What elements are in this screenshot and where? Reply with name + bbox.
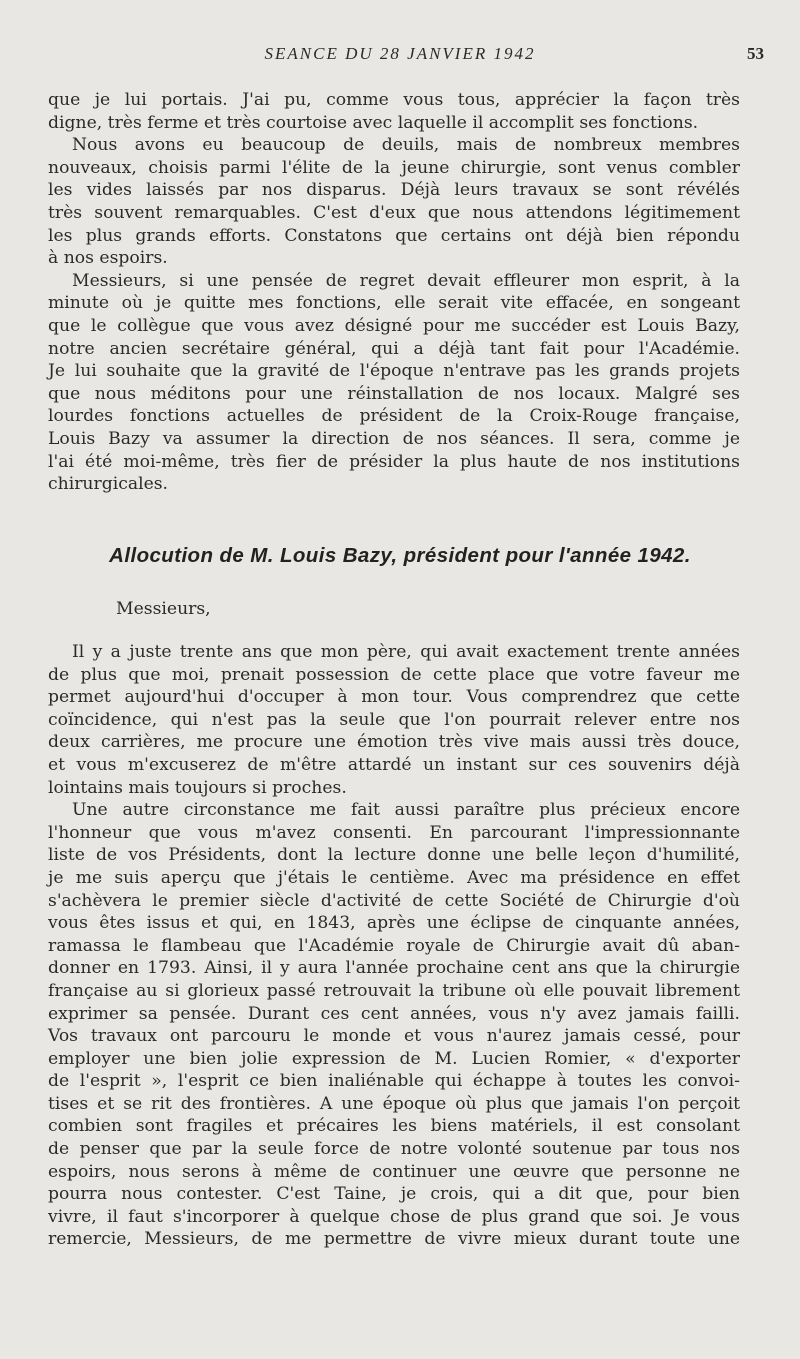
text-line: les plus grands efforts. Constatons que certains ont déjà bien répondu — [48, 225, 740, 246]
text-line: vivre, il faut s'incorporer à quelque chose de plus grand que soi. Je vous — [48, 1206, 740, 1227]
text-line: liste de vos Présidents, dont la lecture donne une belle leçon d'humilité, — [48, 845, 740, 866]
text-line: de plus que moi, prenait possession de cette place que votre faveur me — [48, 664, 740, 685]
text-line: nouveaux, choisis parmi l'élite de la jeune chirurgie, sont venus combler — [48, 157, 740, 178]
text-line: remercie, Messieurs, de me permettre de vivre mieux durant toute une — [48, 1229, 740, 1250]
text-line: vous êtes issus et qui, en 1843, après une éclipse de cinquante années, — [48, 913, 740, 934]
text-line: lourdes fonctions actuelles de président de la Croix-Rouge française, — [48, 406, 740, 427]
text-line: Il y a juste trente ans que mon père, qui avait exactement trente années — [72, 642, 740, 662]
text-line: donner en 1793. Ainsi, il y aura l'année prochaine cent ans que la chirurgie — [48, 958, 740, 979]
text-line: ramassa le flambeau que l'Académie royale de Chirurgie avait dû aban- — [48, 935, 740, 956]
text-line: minute où je quitte mes fonctions, elle serait vite effacée, en songeant — [48, 293, 740, 314]
text-line: française au si glorieux passé retrouvait la tribune où elle pouvait librement — [48, 980, 740, 1001]
text-line: de l'esprit », l'esprit ce bien inaliénable qui échappe à toutes les convoi- — [48, 1071, 740, 1092]
text-line: notre ancien secrétaire général, qui a déjà tant fait pour l'Académie. — [48, 338, 740, 359]
text-line: que le collègue que vous avez désigné pour me succéder est Louis Bazy, — [48, 315, 740, 336]
text-line: que nous méditons pour une réinstallation de nos locaux. Malgré ses — [48, 383, 740, 404]
text-line: digne, très ferme et très courtoise avec laquelle il accomplit ses fonctions. — [48, 112, 699, 133]
text-line: les vides laissés par nos disparus. Déjà leurs travaux se sont révélés — [48, 180, 740, 201]
text-line: deux carrières, me procure une émotion très vive mais aussi très douce, — [48, 732, 740, 753]
text-line: Louis Bazy va assumer la direction de nos séances. Il sera, comme je — [48, 428, 740, 449]
running-header — [0, 44, 800, 68]
text-line: je me suis aperçu que j'étais le centième. Avec ma présidence en effet — [48, 867, 740, 888]
text-line: Vos travaux ont parcouru le monde et vous n'aurez jamais cessé, pour — [48, 1026, 740, 1047]
text-line: très souvent remarquables. C'est d'eux que nous attendons légitimement — [48, 202, 740, 223]
text-line: Je lui souhaite que la gravité de l'époque n'entrave pas les grands projets — [48, 361, 740, 382]
text-line: tises et se rit des frontières. A une époque où plus que jamais l'on perçoit — [48, 1093, 740, 1114]
text-line: l'ai été moi-même, très fier de présider la plus haute de nos institutions — [48, 451, 740, 472]
text-line: pourra nous contester. C'est Taine, je crois, qui a dit que, pour bien — [48, 1184, 740, 1205]
text-line: lointains mais toujours si proches. — [48, 777, 347, 798]
text-line: l'honneur que vous m'avez consenti. En parcourant l'impressionnante — [48, 822, 740, 843]
text-line: exprimer sa pensée. Durant ces cent années, vous n'y avez jamais failli. — [48, 1003, 740, 1024]
text-line: chirurgicales. — [48, 474, 169, 495]
text-line: employer une bien jolie expression de M. Lucien Romier, « d'exporter — [48, 1048, 740, 1069]
text-line: permet aujourd'hui d'occuper à mon tour. Vous comprendrez que cette — [48, 687, 740, 708]
closing-remarks-text — [48, 89, 740, 496]
section-heading: Allocution de M. Louis Bazy, président pour l'année 1942. — [109, 544, 691, 567]
text-line: combien sont fragiles et précaires les biens matériels, il est consolant — [48, 1116, 740, 1137]
text-line: et vous m'excuserez de m'être attardé un instant sur ces souvenirs déjà — [48, 754, 740, 775]
text-line: Messieurs, si une pensée de regret devait effleurer mon esprit, à la — [72, 270, 740, 291]
running-header-title: SEANCE DU 28 JANVIER 1942 — [264, 44, 536, 63]
text-line: que je lui portais. J'ai pu, comme vous tous, apprécier la façon très — [48, 90, 740, 110]
text-line: s'achèvera le premier siècle d'activité de cette Société de Chirurgie d'où — [48, 890, 740, 911]
text-line: espoirs, nous serons à même de continuer une œuvre que personne ne — [48, 1161, 740, 1182]
text-line: à nos espoirs. — [48, 248, 168, 269]
text-line: de penser que par la seule force de notre volonté soutenue par tous nos — [48, 1139, 740, 1160]
text-line: Nous avons eu beaucoup de deuils, mais de nombreux membres — [72, 135, 740, 156]
text-line: coïncidence, qui n'est pas la seule que l'on pourrait relever entre nos — [48, 709, 740, 730]
page-number: 53 — [747, 44, 764, 63]
salutation: Messieurs, — [116, 599, 211, 619]
text-line: Une autre circonstance me fait aussi paraître plus précieux encore — [72, 800, 740, 821]
speech-text — [48, 641, 740, 1251]
